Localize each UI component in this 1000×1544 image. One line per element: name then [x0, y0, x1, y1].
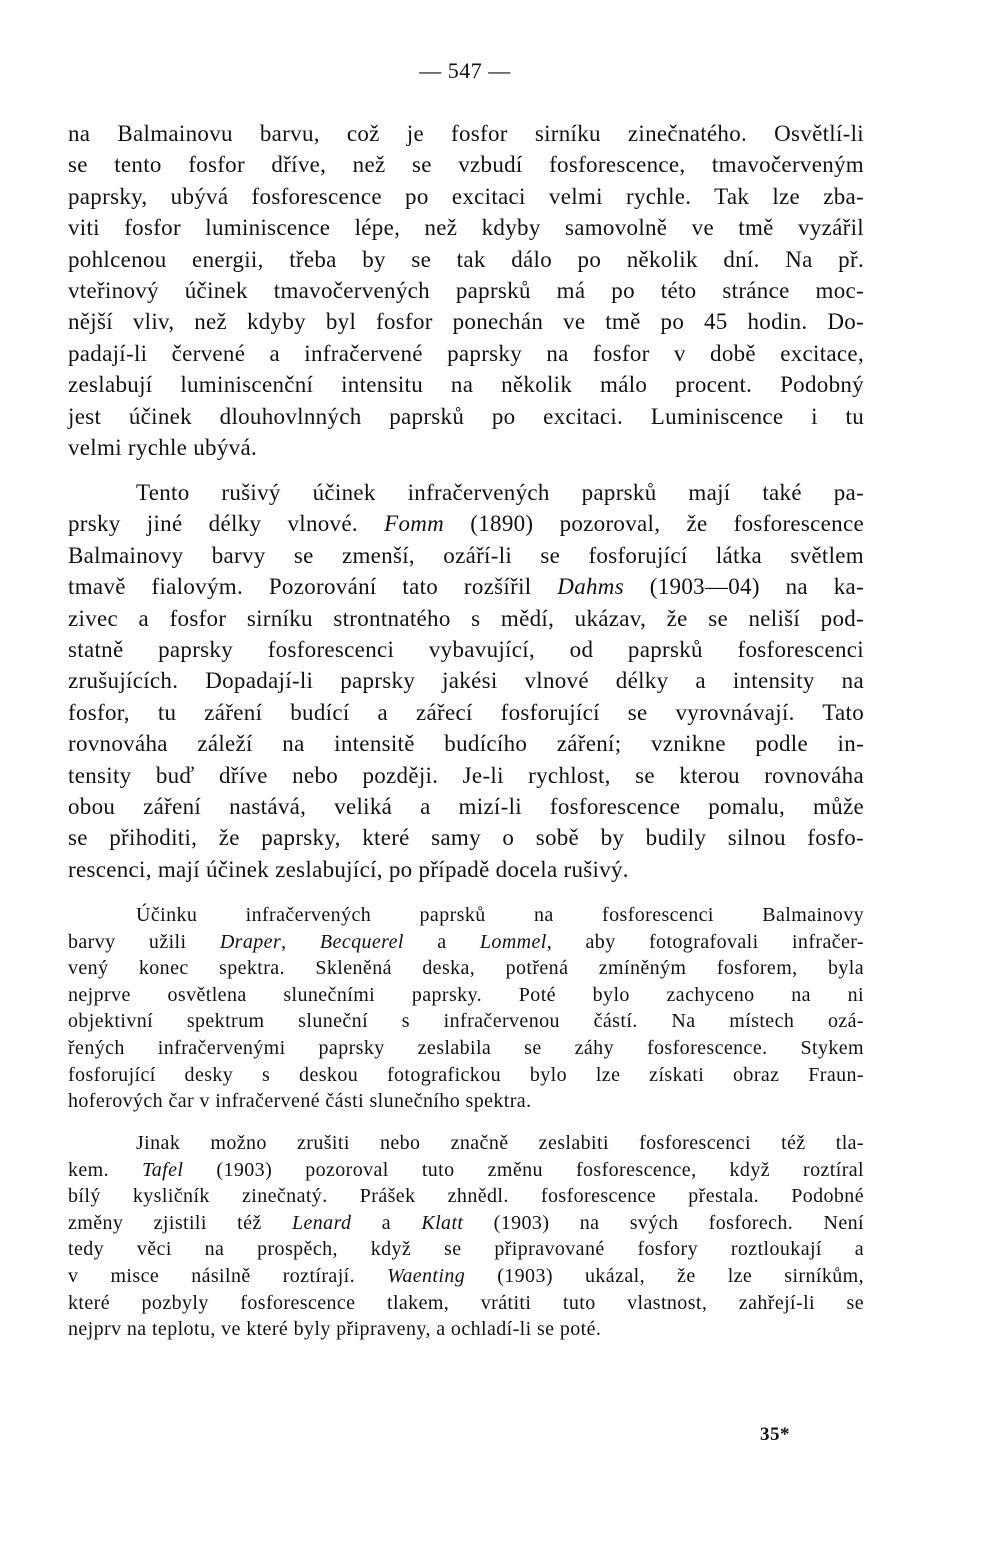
text-line: rovnováha záleží na intensitě budícího záření; vznikne podle in-	[68, 731, 864, 757]
text-line: bílý kysličník zinečnatý. Prášek zhnědl. fosforescence přestala. Podobné	[68, 1185, 864, 1208]
text-line: tmavě fialovým. Pozorování tato rozšířil Dahms (1903—04) na ka-	[68, 574, 865, 600]
text-line: paprsky, ubývá fosforescence po excitaci velmi rychle. Tak lze zba-	[68, 183, 864, 209]
text-line: padají-li červené a infračervené paprsky na fosfor v době excitace,	[68, 340, 864, 366]
text-line: vteřinový účinek tmavočervených paprsků má po této stránce moc-	[68, 278, 864, 304]
text-line: zivec a fosfor sirníku strontnatého s mědí, ukázav, že se neliší pod-	[68, 605, 864, 631]
page-number: — 547 —	[419, 58, 511, 83]
text-line: Tento rušivý účinek infračervených paprsků mají také pa-	[136, 480, 864, 505]
text-line: statně paprsky fosforescenci vybavující, od paprsků fosforescenci	[68, 637, 864, 663]
text-line: změny zjistili též Lenard a Klatt (1903) na svých fosforech. Není	[68, 1211, 864, 1234]
text-line: viti fosfor luminiscence lépe, než kdyby samovolně ve tmě vyzářil	[68, 215, 864, 241]
text-line: se přihoditi, že paprsky, které samy o sobě by budily silnou fosfo-	[68, 825, 864, 851]
text-line: jest účinek dlouhovlnných paprsků po excitaci. Luminiscence i tu	[68, 403, 864, 429]
text-line: fosforující desky s deskou fotografickou bylo lze získati obraz Fraun-	[68, 1063, 864, 1086]
text-line: které pozbyly fosforescence tlakem, vrátiti tuto vlastnost, zahřejí-li se	[68, 1291, 864, 1314]
text-line: v misce násilně roztírají. Waenting (1903) ukázal, že lze sirníkům,	[68, 1264, 864, 1287]
text-line: prsky jiné délky vlnové. Fomm (1890) pozoroval, že fosforescence	[68, 511, 864, 537]
paragraph-1	[68, 118, 864, 463]
text-line: řených infračervenými paprsky zeslabila se záhy fosforescence. Stykem	[68, 1036, 864, 1059]
signature-mark: 35*	[760, 1424, 790, 1445]
text-line: nejprv na teplotu, ve které byly připraveny, a ochladí-li se poté.	[68, 1318, 602, 1341]
text-line: se tento fosfor dříve, než se vzbudí fosforescence, tmavočerveným	[68, 152, 864, 178]
text-line: kem. Tafel (1903) pozoroval tuto změnu fosforescence, když roztíral	[68, 1158, 864, 1181]
text-line: obou záření nastává, veliká a mizí-li fosforescence pomalu, může	[68, 794, 864, 820]
text-line: zeslabují luminiscenční intensitu na několik málo procent. Podobný	[68, 372, 864, 398]
paragraph-4	[68, 1130, 864, 1343]
text-line: Jinak možno zrušiti nebo značně zeslabiti fosforescenci též tla-	[136, 1132, 864, 1154]
text-line: Účinku infračervených paprsků na fosforescenci Balmainovy	[136, 904, 864, 926]
text-line: rescenci, mají účinek zeslabující, po případě docela rušivý.	[68, 856, 629, 882]
paragraph-3	[68, 902, 864, 1115]
text-line: velmi rychle ubývá.	[68, 435, 258, 461]
paragraph-2	[68, 477, 864, 885]
text-line: nější vliv, než kdyby byl fosfor ponechán ve tmě po 45 hodin. Do-	[68, 309, 864, 335]
text-line: zrušujících. Dopadají-li paprsky jakési vlnové délky a intensity na	[68, 668, 864, 694]
text-line: tedy věci na prospěch, když se připravované fosfory roztloukají a	[68, 1238, 864, 1261]
text-line: vený konec spektra. Skleněná deska, potřená zmíněným fosforem, byla	[68, 957, 864, 980]
text-line: fosfor, tu záření budící a zářecí fosforující se vyrovnávají. Tato	[68, 699, 864, 725]
text-line: objektivní spektrum sluneční s infračervenou částí. Na místech ozá-	[68, 1010, 864, 1033]
text-line: na Balmainovu barvu, což je fosfor sirníku zinečnatého. Osvětlí-li	[68, 121, 864, 146]
text-line: hoferových čar v infračervené části slunečního spektra.	[68, 1090, 532, 1113]
text-line: tensity buď dříve nebo později. Je-li rychlost, se kterou rovnováha	[68, 762, 864, 788]
text-line: Balmainovy barvy se zmenší, ozáří-li se fosforující látka světlem	[68, 542, 864, 568]
text-line: pohlcenou energii, třeba by se tak dálo po několik dní. Na př.	[68, 246, 864, 272]
text-line: barvy užili Draper, Becquerel a Lommel, aby fotografovali infračer-	[68, 930, 864, 953]
text-line: nejprve osvětlena slunečními paprsky. Poté bylo zachyceno na ni	[68, 983, 864, 1006]
